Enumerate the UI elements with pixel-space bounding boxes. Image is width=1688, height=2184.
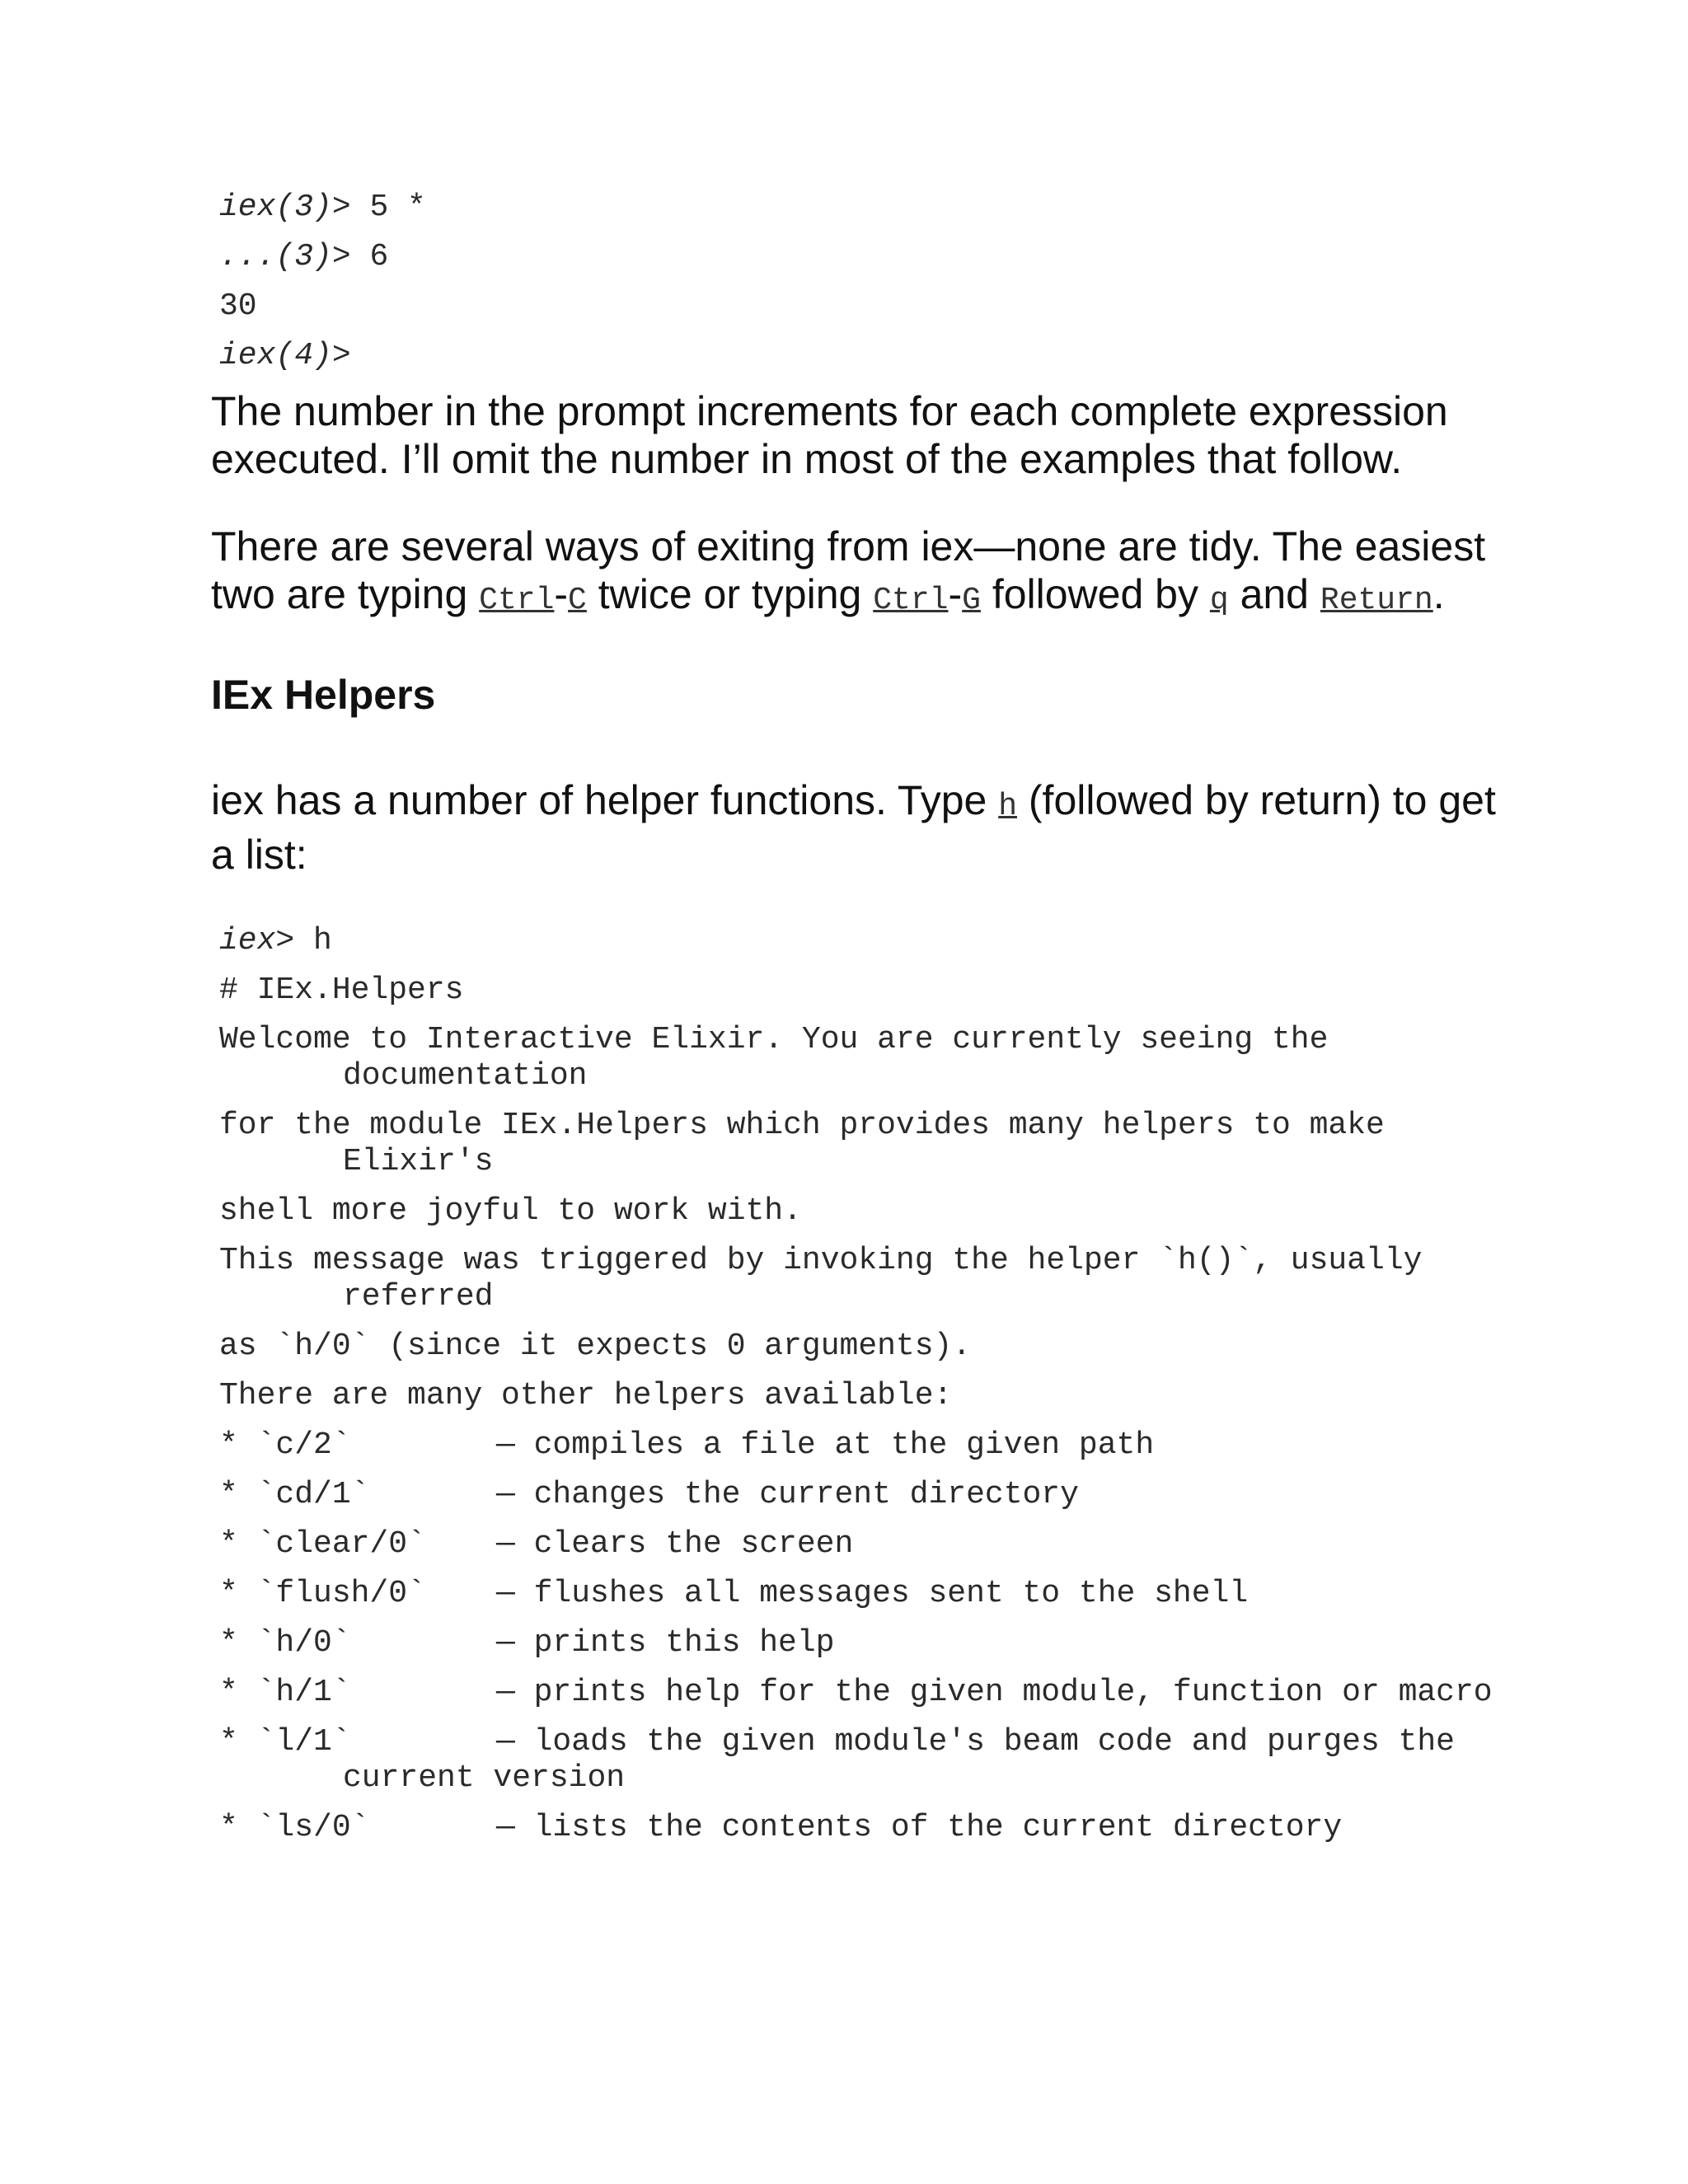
- helper-description: — lists the contents of the current directory: [496, 1810, 1343, 1845]
- code-line: [219, 923, 1497, 959]
- iex-prompt: iex(3)>: [219, 190, 351, 225]
- key-g: G: [962, 583, 981, 618]
- helper-item: [219, 1576, 1497, 1612]
- paragraph-exiting: [211, 523, 1497, 625]
- text: twice or typing: [586, 571, 874, 617]
- key-h: h: [998, 789, 1018, 824]
- paragraph-prompt-number: The number in the prompt increments for each complete expression executed. I’ll omit the number in most of the examples that follow.: [211, 388, 1448, 482]
- code-line: [219, 239, 1497, 275]
- helper-item: [219, 1625, 1497, 1661]
- code-output: 30: [219, 288, 257, 324]
- key-q: q: [1209, 583, 1229, 618]
- helper-description: — compiles a file at the given path: [496, 1427, 1155, 1463]
- key-return: Return: [1320, 583, 1433, 618]
- helper-description: — clears the screen: [496, 1526, 854, 1562]
- helper-item: [219, 1724, 1497, 1797]
- iex-prompt: ...(3)>: [219, 239, 351, 274]
- helper-name: * `clear/0`: [219, 1526, 426, 1562]
- helper-item: [219, 1810, 1497, 1846]
- helper-description: — changes the current directory: [496, 1477, 1079, 1512]
- helper-name: * `c/2`: [219, 1427, 351, 1463]
- text: and: [1228, 571, 1320, 617]
- iex-prompt: iex>: [219, 923, 295, 958]
- text: followed by: [980, 571, 1210, 617]
- iex-prompt: iex(4)>: [219, 338, 351, 373]
- text: (followed by return) to get a list:: [211, 777, 1496, 878]
- code-line: [219, 190, 1497, 226]
- text: -: [554, 571, 569, 617]
- helper-name: * `h/0`: [219, 1625, 351, 1661]
- code-block-session: [219, 190, 1497, 374]
- code-line: There are many other helpers available:: [219, 1378, 953, 1413]
- helper-name: * `cd/1`: [219, 1477, 370, 1512]
- helper-item: [219, 1675, 1497, 1711]
- helper-name: * `h/1`: [219, 1675, 351, 1710]
- section-heading: IEx Helpers: [211, 672, 436, 718]
- helper-item: [219, 1526, 1497, 1563]
- code-input: 6: [350, 239, 389, 274]
- code-line: for the module IEx.Helpers which provides many helpers to make Elixir's: [219, 1108, 1404, 1179]
- text: There are several ways of exiting from iex—none are tidy. The easiest two are typing: [211, 523, 1486, 617]
- code-line: This message was triggered by invoking the helper `h()`, usually referred: [219, 1243, 1442, 1315]
- helper-item: [219, 1427, 1497, 1464]
- code-line: # IEx.Helpers: [219, 972, 464, 1008]
- helper-name: * `flush/0`: [219, 1576, 426, 1611]
- helper-name: * `l/1`: [219, 1724, 351, 1760]
- helper-description: — flushes all messages sent to the shell: [496, 1576, 1249, 1611]
- paragraph-helpers: [211, 776, 1497, 879]
- text: .: [1432, 571, 1445, 617]
- code-line: [219, 338, 1497, 374]
- document-page: [211, 190, 1497, 1859]
- code-input: h: [294, 923, 332, 958]
- helper-description: — loads the given module's beam code and purges the current version: [343, 1724, 1474, 1796]
- key-ctrl: Ctrl: [479, 583, 555, 618]
- code-line: Welcome to Interactive Elixir. You are currently seeing the documentation: [219, 1022, 1348, 1094]
- text: -: [948, 571, 963, 617]
- code-block-help: [219, 923, 1497, 1846]
- code-line: as `h/0` (since it expects 0 arguments).: [219, 1329, 972, 1364]
- key-c: C: [568, 583, 587, 618]
- helper-description: — prints this help: [496, 1625, 835, 1661]
- text: iex has a number of helper functions. Type: [211, 777, 999, 823]
- key-ctrl: Ctrl: [873, 583, 949, 618]
- helper-item: [219, 1477, 1497, 1513]
- code-line: shell more joyful to work with.: [219, 1193, 802, 1229]
- code-line: [219, 288, 1497, 325]
- helper-description: — prints help for the given module, function or macro: [496, 1675, 1493, 1710]
- helper-name: * `ls/0`: [219, 1810, 370, 1845]
- code-input: 5 *: [350, 190, 426, 225]
